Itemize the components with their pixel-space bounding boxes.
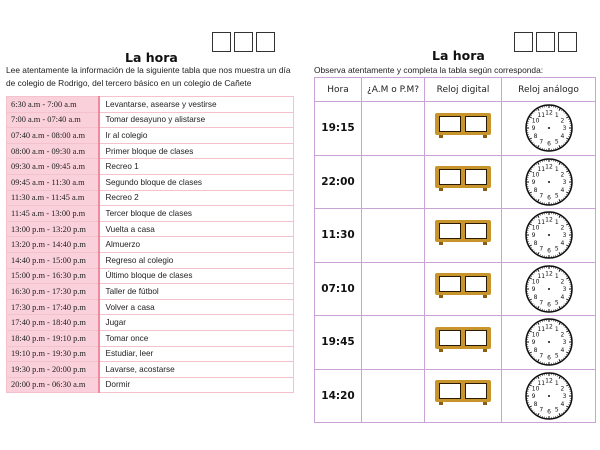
clock-number: 1 bbox=[554, 219, 559, 227]
schedule-activity: Volver a casa bbox=[99, 299, 294, 315]
clock-number: 7 bbox=[538, 406, 543, 414]
clock-number: 2 bbox=[560, 224, 564, 232]
digital-clock-cell[interactable] bbox=[425, 262, 502, 316]
analog-clock-icon[interactable] bbox=[524, 157, 574, 207]
schedule-activity: Dormir bbox=[99, 377, 294, 393]
score-box[interactable] bbox=[536, 32, 555, 52]
clock-number: 6 bbox=[546, 194, 551, 202]
clock-number: 10 bbox=[531, 278, 539, 286]
left-instructions: Lee atentamente la información de la siguiente tabla que nos muestra un día de colegio de Rodrigo, del tercero básico en un colegio de Cañete bbox=[6, 65, 291, 88]
schedule-row bbox=[7, 128, 294, 144]
am-pm-answer-cell[interactable] bbox=[362, 155, 425, 209]
digital-minutes-field[interactable] bbox=[465, 330, 487, 346]
clock-number: 9 bbox=[531, 125, 535, 133]
schedule-activity: Jugar bbox=[99, 315, 294, 331]
digital-minutes-field[interactable] bbox=[465, 276, 487, 292]
analog-clock-cell[interactable] bbox=[502, 369, 596, 423]
clock-number: 12 bbox=[544, 377, 553, 385]
schedule-row bbox=[7, 237, 294, 253]
worksheet-row bbox=[315, 209, 596, 263]
clock-number: 10 bbox=[531, 385, 539, 393]
clock-number: 12 bbox=[544, 163, 553, 171]
clock-number: 11 bbox=[536, 219, 545, 227]
digital-clock-cell[interactable] bbox=[425, 209, 502, 263]
clock-number: 1 bbox=[554, 112, 559, 120]
analog-clock-icon[interactable] bbox=[524, 264, 574, 314]
digital-minutes-field[interactable] bbox=[465, 116, 487, 132]
clock-number: 11 bbox=[536, 112, 545, 120]
score-box[interactable] bbox=[256, 32, 275, 52]
schedule-time: 16:30 p.m - 17:30 p.m bbox=[7, 284, 99, 300]
clock-number: 5 bbox=[554, 192, 559, 200]
clock-number: 9 bbox=[531, 178, 535, 186]
clock-number: 7 bbox=[538, 138, 543, 146]
digital-clock-cell[interactable] bbox=[425, 369, 502, 423]
schedule-time: 7:00 a.m - 07:40 a.m bbox=[7, 112, 99, 128]
schedule-row bbox=[7, 97, 294, 113]
left-score-boxes bbox=[212, 32, 275, 52]
worksheet-row bbox=[315, 262, 596, 316]
worksheet-table bbox=[314, 77, 596, 423]
schedule-activity: Recreo 1 bbox=[99, 159, 294, 175]
schedule-row bbox=[7, 174, 294, 190]
am-pm-answer-cell[interactable] bbox=[362, 102, 425, 156]
digital-clock-icon[interactable] bbox=[435, 220, 491, 246]
clock-number: 3 bbox=[562, 285, 566, 293]
worksheet-header-row bbox=[315, 78, 596, 102]
schedule-row bbox=[7, 299, 294, 315]
clock-number: 9 bbox=[531, 392, 535, 400]
clock-number: 7 bbox=[538, 192, 543, 200]
clock-number: 10 bbox=[531, 117, 539, 125]
clock-number: 8 bbox=[533, 347, 537, 355]
schedule-activity: Ir al colegio bbox=[99, 128, 294, 144]
schedule-activity: Lavarse, acostarse bbox=[99, 362, 294, 378]
schedule-row bbox=[7, 252, 294, 268]
left-page-title: La hora bbox=[125, 50, 178, 65]
am-pm-answer-cell[interactable] bbox=[362, 262, 425, 316]
clock-number: 4 bbox=[560, 133, 564, 141]
clock-number: 3 bbox=[562, 392, 566, 400]
schedule-activity: Primer bloque de clases bbox=[99, 143, 294, 159]
schedule-row bbox=[7, 159, 294, 175]
schedule-row bbox=[7, 206, 294, 222]
schedule-row bbox=[7, 112, 294, 128]
clock-number: 7 bbox=[538, 245, 543, 253]
digital-clock-icon[interactable] bbox=[435, 380, 491, 406]
analog-clock-icon[interactable] bbox=[524, 103, 574, 153]
clock-number: 5 bbox=[554, 406, 559, 414]
clock-number: 9 bbox=[531, 285, 535, 293]
digital-hours-field[interactable] bbox=[439, 169, 461, 185]
schedule-row bbox=[7, 362, 294, 378]
schedule-time: 17:30 p.m - 17:40 p.m bbox=[7, 299, 99, 315]
am-pm-answer-cell[interactable] bbox=[362, 316, 425, 370]
clock-number: 6 bbox=[546, 354, 551, 362]
clock-number: 3 bbox=[562, 232, 566, 240]
schedule-row bbox=[7, 315, 294, 331]
clock-number: 5 bbox=[554, 245, 559, 253]
hour-cell: 22:00 bbox=[315, 155, 362, 209]
schedule-table bbox=[6, 96, 294, 393]
schedule-row bbox=[7, 330, 294, 346]
clock-number: 2 bbox=[560, 385, 564, 393]
hour-cell: 11:30 bbox=[315, 209, 362, 263]
right-page-title: La hora bbox=[432, 48, 485, 63]
clock-number: 10 bbox=[531, 224, 539, 232]
schedule-row bbox=[7, 190, 294, 206]
clock-number: 7 bbox=[538, 299, 543, 307]
worksheet-row bbox=[315, 316, 596, 370]
clock-number: 5 bbox=[554, 299, 559, 307]
clock-number: 4 bbox=[560, 347, 564, 355]
schedule-time: 09:30 a.m - 09:45 a.m bbox=[7, 159, 99, 175]
digital-minutes-field[interactable] bbox=[465, 223, 487, 239]
clock-number: 12 bbox=[544, 323, 553, 331]
score-box[interactable] bbox=[558, 32, 577, 52]
clock-number: 8 bbox=[533, 400, 537, 408]
schedule-time: 15:00 p.m - 16:30 p.m bbox=[7, 268, 99, 284]
analog-clock-cell[interactable] bbox=[502, 316, 596, 370]
schedule-activity: Tomar desayuno y alistarse bbox=[99, 112, 294, 128]
digital-clock-icon[interactable] bbox=[435, 327, 491, 353]
hour-cell: 19:45 bbox=[315, 316, 362, 370]
clock-number: 2 bbox=[560, 278, 564, 286]
schedule-activity: Estudiar, leer bbox=[99, 346, 294, 362]
clock-number: 3 bbox=[562, 178, 566, 186]
schedule-activity: Levantarse, asearse y vestirse bbox=[99, 97, 294, 113]
digital-clock-icon[interactable] bbox=[435, 113, 491, 139]
right-instructions: Observa atentamente y completa la tabla según corresponda: bbox=[314, 65, 544, 75]
clock-number: 12 bbox=[544, 216, 553, 224]
analog-clock-cell[interactable] bbox=[502, 102, 596, 156]
score-box[interactable] bbox=[514, 32, 533, 52]
schedule-activity: Vuelta a casa bbox=[99, 221, 294, 237]
schedule-activity: Segundo bloque de clases bbox=[99, 174, 294, 190]
schedule-row bbox=[7, 268, 294, 284]
schedule-time: 14:40 p.m - 15:00 p.m bbox=[7, 252, 99, 268]
analog-clock-cell[interactable] bbox=[502, 262, 596, 316]
worksheet-row bbox=[315, 102, 596, 156]
schedule-time: 08:00 a.m - 09:30 a.m bbox=[7, 143, 99, 159]
clock-number: 6 bbox=[546, 408, 551, 416]
clock-number: 6 bbox=[546, 140, 551, 148]
clock-number: 2 bbox=[560, 117, 564, 125]
clock-number: 3 bbox=[562, 339, 566, 347]
schedule-time: 20:00 p.m - 06:30 a.m bbox=[7, 377, 99, 393]
score-box[interactable] bbox=[234, 32, 253, 52]
clock-number: 5 bbox=[554, 352, 559, 360]
clock-number: 8 bbox=[533, 186, 537, 194]
clock-number: 2 bbox=[560, 331, 564, 339]
clock-number: 1 bbox=[554, 326, 559, 334]
schedule-time: 19:30 p.m - 20:00 p.m bbox=[7, 362, 99, 378]
clock-number: 4 bbox=[560, 240, 564, 248]
schedule-row bbox=[7, 284, 294, 300]
digital-hours-field[interactable] bbox=[439, 276, 461, 292]
digital-minutes-field[interactable] bbox=[465, 169, 487, 185]
clock-number: 12 bbox=[544, 270, 553, 278]
right-score-boxes bbox=[514, 32, 577, 52]
schedule-activity: Tercer bloque de clases bbox=[99, 206, 294, 222]
clock-number: 4 bbox=[560, 186, 564, 194]
schedule-row bbox=[7, 346, 294, 362]
analog-clock-icon[interactable] bbox=[524, 371, 574, 421]
schedule-activity: Regreso al colegio bbox=[99, 252, 294, 268]
clock-number: 8 bbox=[533, 293, 537, 301]
clock-number: 11 bbox=[536, 326, 545, 334]
clock-number: 12 bbox=[544, 109, 553, 117]
digital-minutes-field[interactable] bbox=[465, 383, 487, 399]
am-pm-answer-cell[interactable] bbox=[362, 369, 425, 423]
schedule-row bbox=[7, 221, 294, 237]
header-hora: Hora bbox=[315, 78, 362, 102]
clock-number: 11 bbox=[536, 165, 545, 173]
schedule-activity: Tomar once bbox=[99, 330, 294, 346]
clock-number: 4 bbox=[560, 400, 564, 408]
clock-number: 9 bbox=[531, 339, 535, 347]
clock-number: 8 bbox=[533, 133, 537, 141]
clock-number: 10 bbox=[531, 171, 539, 179]
digital-clock-icon[interactable] bbox=[435, 273, 491, 299]
schedule-time: 13:00 p.m - 13:20 p.m bbox=[7, 221, 99, 237]
clock-number: 6 bbox=[546, 247, 551, 255]
digital-clock-cell[interactable] bbox=[425, 102, 502, 156]
schedule-time: 18:40 p.m - 19:10 p.m bbox=[7, 330, 99, 346]
digital-hours-field[interactable] bbox=[439, 383, 461, 399]
worksheet-row bbox=[315, 155, 596, 209]
schedule-time: 6:30 a.m - 7:00 a.m bbox=[7, 97, 99, 113]
analog-clock-cell[interactable] bbox=[502, 155, 596, 209]
score-box[interactable] bbox=[212, 32, 231, 52]
schedule-time: 11:45 a.m - 13:00 p.m bbox=[7, 206, 99, 222]
header-digital: Reloj digital bbox=[425, 78, 502, 102]
clock-number: 1 bbox=[554, 379, 559, 387]
digital-clock-cell[interactable] bbox=[425, 155, 502, 209]
schedule-time: 13:20 p.m - 14:40 p.m bbox=[7, 237, 99, 253]
schedule-time: 17:40 p.m - 18:40 p.m bbox=[7, 315, 99, 331]
clock-number: 3 bbox=[562, 125, 566, 133]
clock-number: 10 bbox=[531, 331, 539, 339]
schedule-row bbox=[7, 377, 294, 393]
clock-number: 11 bbox=[536, 379, 545, 387]
hour-cell: 07:10 bbox=[315, 262, 362, 316]
analog-clock-icon[interactable] bbox=[524, 317, 574, 367]
digital-hours-field[interactable] bbox=[439, 116, 461, 132]
digital-hours-field[interactable] bbox=[439, 330, 461, 346]
schedule-time: 11:30 a.m - 11:45 a.m bbox=[7, 190, 99, 206]
hour-cell: 19:15 bbox=[315, 102, 362, 156]
schedule-row bbox=[7, 143, 294, 159]
digital-clock-cell[interactable] bbox=[425, 316, 502, 370]
worksheet-row bbox=[315, 369, 596, 423]
header-analog: Reloj análogo bbox=[502, 78, 596, 102]
schedule-time: 19:10 p.m - 19:30 p.m bbox=[7, 346, 99, 362]
schedule-time: 09:45 a.m - 11:30 a.m bbox=[7, 174, 99, 190]
clock-number: 4 bbox=[560, 293, 564, 301]
hour-cell: 14:20 bbox=[315, 369, 362, 423]
analog-clock-cell[interactable] bbox=[502, 209, 596, 263]
schedule-activity: Último bloque de clases bbox=[99, 268, 294, 284]
schedule-activity: Taller de fútbol bbox=[99, 284, 294, 300]
clock-number: 8 bbox=[533, 240, 537, 248]
clock-number: 7 bbox=[538, 352, 543, 360]
clock-number: 1 bbox=[554, 272, 559, 280]
clock-number: 6 bbox=[546, 301, 551, 309]
header-am-pm: ¿A.M o P.M? bbox=[362, 78, 425, 102]
digital-hours-field[interactable] bbox=[439, 223, 461, 239]
schedule-activity: Almuerzo bbox=[99, 237, 294, 253]
analog-clock-icon[interactable] bbox=[524, 210, 574, 260]
clock-number: 5 bbox=[554, 138, 559, 146]
am-pm-answer-cell[interactable] bbox=[362, 209, 425, 263]
digital-clock-icon[interactable] bbox=[435, 166, 491, 192]
clock-number: 1 bbox=[554, 165, 559, 173]
clock-number: 2 bbox=[560, 171, 564, 179]
schedule-time: 07:40 a.m - 08:00 a.m bbox=[7, 128, 99, 144]
clock-number: 9 bbox=[531, 232, 535, 240]
schedule-activity: Recreo 2 bbox=[99, 190, 294, 206]
clock-number: 11 bbox=[536, 272, 545, 280]
